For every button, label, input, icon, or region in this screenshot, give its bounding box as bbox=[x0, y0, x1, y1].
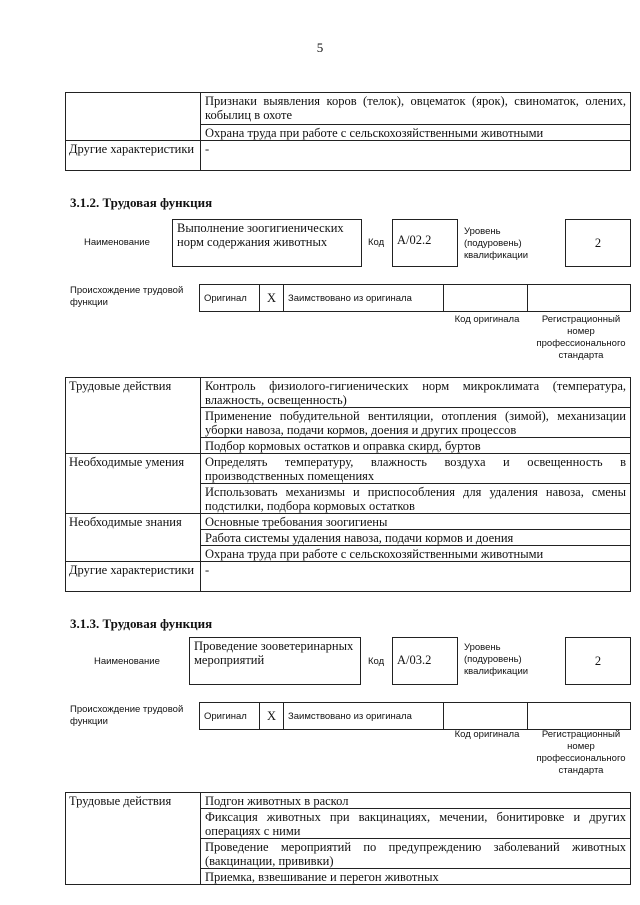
reg-number-caption: Регистрационный номер профессионального стандарта bbox=[536, 729, 626, 776]
name-label: Наименование bbox=[84, 237, 150, 248]
row-content: Подгон животных в раскол bbox=[201, 793, 631, 809]
table-row bbox=[66, 378, 631, 408]
level-label: Уровень (подуровень) квалификации bbox=[464, 642, 529, 677]
row-content: Подбор кормовых остатков и оправка скирд, буртов bbox=[201, 438, 631, 454]
row-content: Применение побудительной вентиляции, отопления (зимой), механизации уборки навоза, подачи кормов, доения и других процессов bbox=[201, 408, 631, 438]
code-box bbox=[392, 219, 458, 267]
row-label: Трудовые действия bbox=[66, 378, 201, 454]
origin-label: Происхождение трудовой функции bbox=[70, 704, 184, 727]
code-box bbox=[392, 637, 458, 685]
level-box bbox=[565, 637, 631, 685]
row-content: Использовать механизмы и приспособления для удаления навоза, смены подстилки, подбора кормовых остатков bbox=[201, 484, 631, 514]
section-title: 3.1.3. Трудовая функция bbox=[70, 616, 213, 631]
code-value: А/03.2 bbox=[397, 653, 432, 667]
code-original-cell bbox=[444, 285, 528, 312]
row-label bbox=[66, 93, 201, 141]
reg-number-cell bbox=[528, 703, 631, 730]
code-original-caption: Код оригинала bbox=[454, 314, 520, 325]
code-label: Код bbox=[368, 656, 385, 667]
row-content: Работа системы удаления навоза, подачи кормов и доения bbox=[201, 530, 631, 546]
top-table bbox=[65, 92, 631, 171]
borrowed-cell: Заимствовано из оригинала bbox=[284, 285, 444, 312]
table-row bbox=[66, 562, 631, 592]
level-label: Уровень (подуровень) квалификации bbox=[464, 226, 529, 261]
function-table bbox=[65, 377, 631, 592]
origin-label: Происхождение трудовой функции bbox=[70, 285, 184, 308]
code-original-caption: Код оригинала bbox=[454, 729, 520, 740]
row-label: Трудовые действия bbox=[66, 793, 201, 885]
row-content: Основные требования зоогигиены bbox=[201, 514, 631, 530]
row-content: Фиксация животных при вакцинациях, мечении, бонитировке и других операциях с ними bbox=[201, 809, 631, 839]
row-content: Контроль физиолого-гигиенических норм микроклимата (температура, влажность, освещенность) bbox=[201, 378, 631, 408]
row-label: Другие характеристики bbox=[66, 141, 201, 171]
function-table bbox=[65, 792, 631, 885]
row-content: - bbox=[201, 562, 631, 592]
row-content: - bbox=[201, 141, 631, 171]
code-label: Код bbox=[368, 237, 385, 248]
row-content: Охрана труда при работе с сельскохозяйственными животными bbox=[201, 125, 631, 141]
function-name: Проведение зооветеринарных мероприятий bbox=[194, 639, 354, 667]
section-title: 3.1.2. Трудовая функция bbox=[70, 195, 213, 210]
function-name-box bbox=[189, 637, 361, 685]
row-content: Проведение мероприятий по предупреждению заболеваний животных (вакцинации, прививки) bbox=[201, 839, 631, 869]
table-row bbox=[66, 454, 631, 484]
function-name-box bbox=[172, 219, 362, 267]
row-content: Признаки выявления коров (телок), овцематок (ярок), свиноматок, олених, кобылиц в охоте bbox=[201, 93, 631, 125]
name-label: Наименование bbox=[94, 656, 160, 667]
reg-number-cell bbox=[528, 285, 631, 312]
code-original-cell bbox=[444, 703, 528, 730]
level-box bbox=[565, 219, 631, 267]
row-content: Определять температуру, влажность воздуха и освещенность в производственных помещениях bbox=[201, 454, 631, 484]
original-cell: Оригинал bbox=[200, 285, 260, 312]
level-value: 2 bbox=[594, 654, 602, 668]
reg-number-caption: Регистрационный номер профессионального стандарта bbox=[536, 314, 626, 361]
table-row bbox=[66, 793, 631, 809]
table-row bbox=[66, 93, 631, 125]
origin-table bbox=[199, 702, 631, 730]
row-content: Охрана труда при работе с сельскохозяйственными животными bbox=[201, 546, 631, 562]
origin-table bbox=[199, 284, 631, 312]
row-label: Другие характеристики bbox=[66, 562, 201, 592]
function-name: Выполнение зоогигиенических норм содержания животных bbox=[177, 221, 344, 249]
code-value: А/02.2 bbox=[397, 233, 432, 247]
original-mark: X bbox=[260, 703, 284, 730]
row-label: Необходимые знания bbox=[66, 514, 201, 562]
original-mark: X bbox=[260, 285, 284, 312]
page-number: 5 bbox=[316, 40, 324, 55]
original-cell: Оригинал bbox=[200, 703, 260, 730]
table-row bbox=[66, 141, 631, 171]
row-content: Приемка, взвешивание и перегон животных bbox=[201, 869, 631, 885]
table-row bbox=[66, 514, 631, 530]
row-label: Необходимые умения bbox=[66, 454, 201, 514]
borrowed-cell: Заимствовано из оригинала bbox=[284, 703, 444, 730]
level-value: 2 bbox=[594, 236, 602, 250]
